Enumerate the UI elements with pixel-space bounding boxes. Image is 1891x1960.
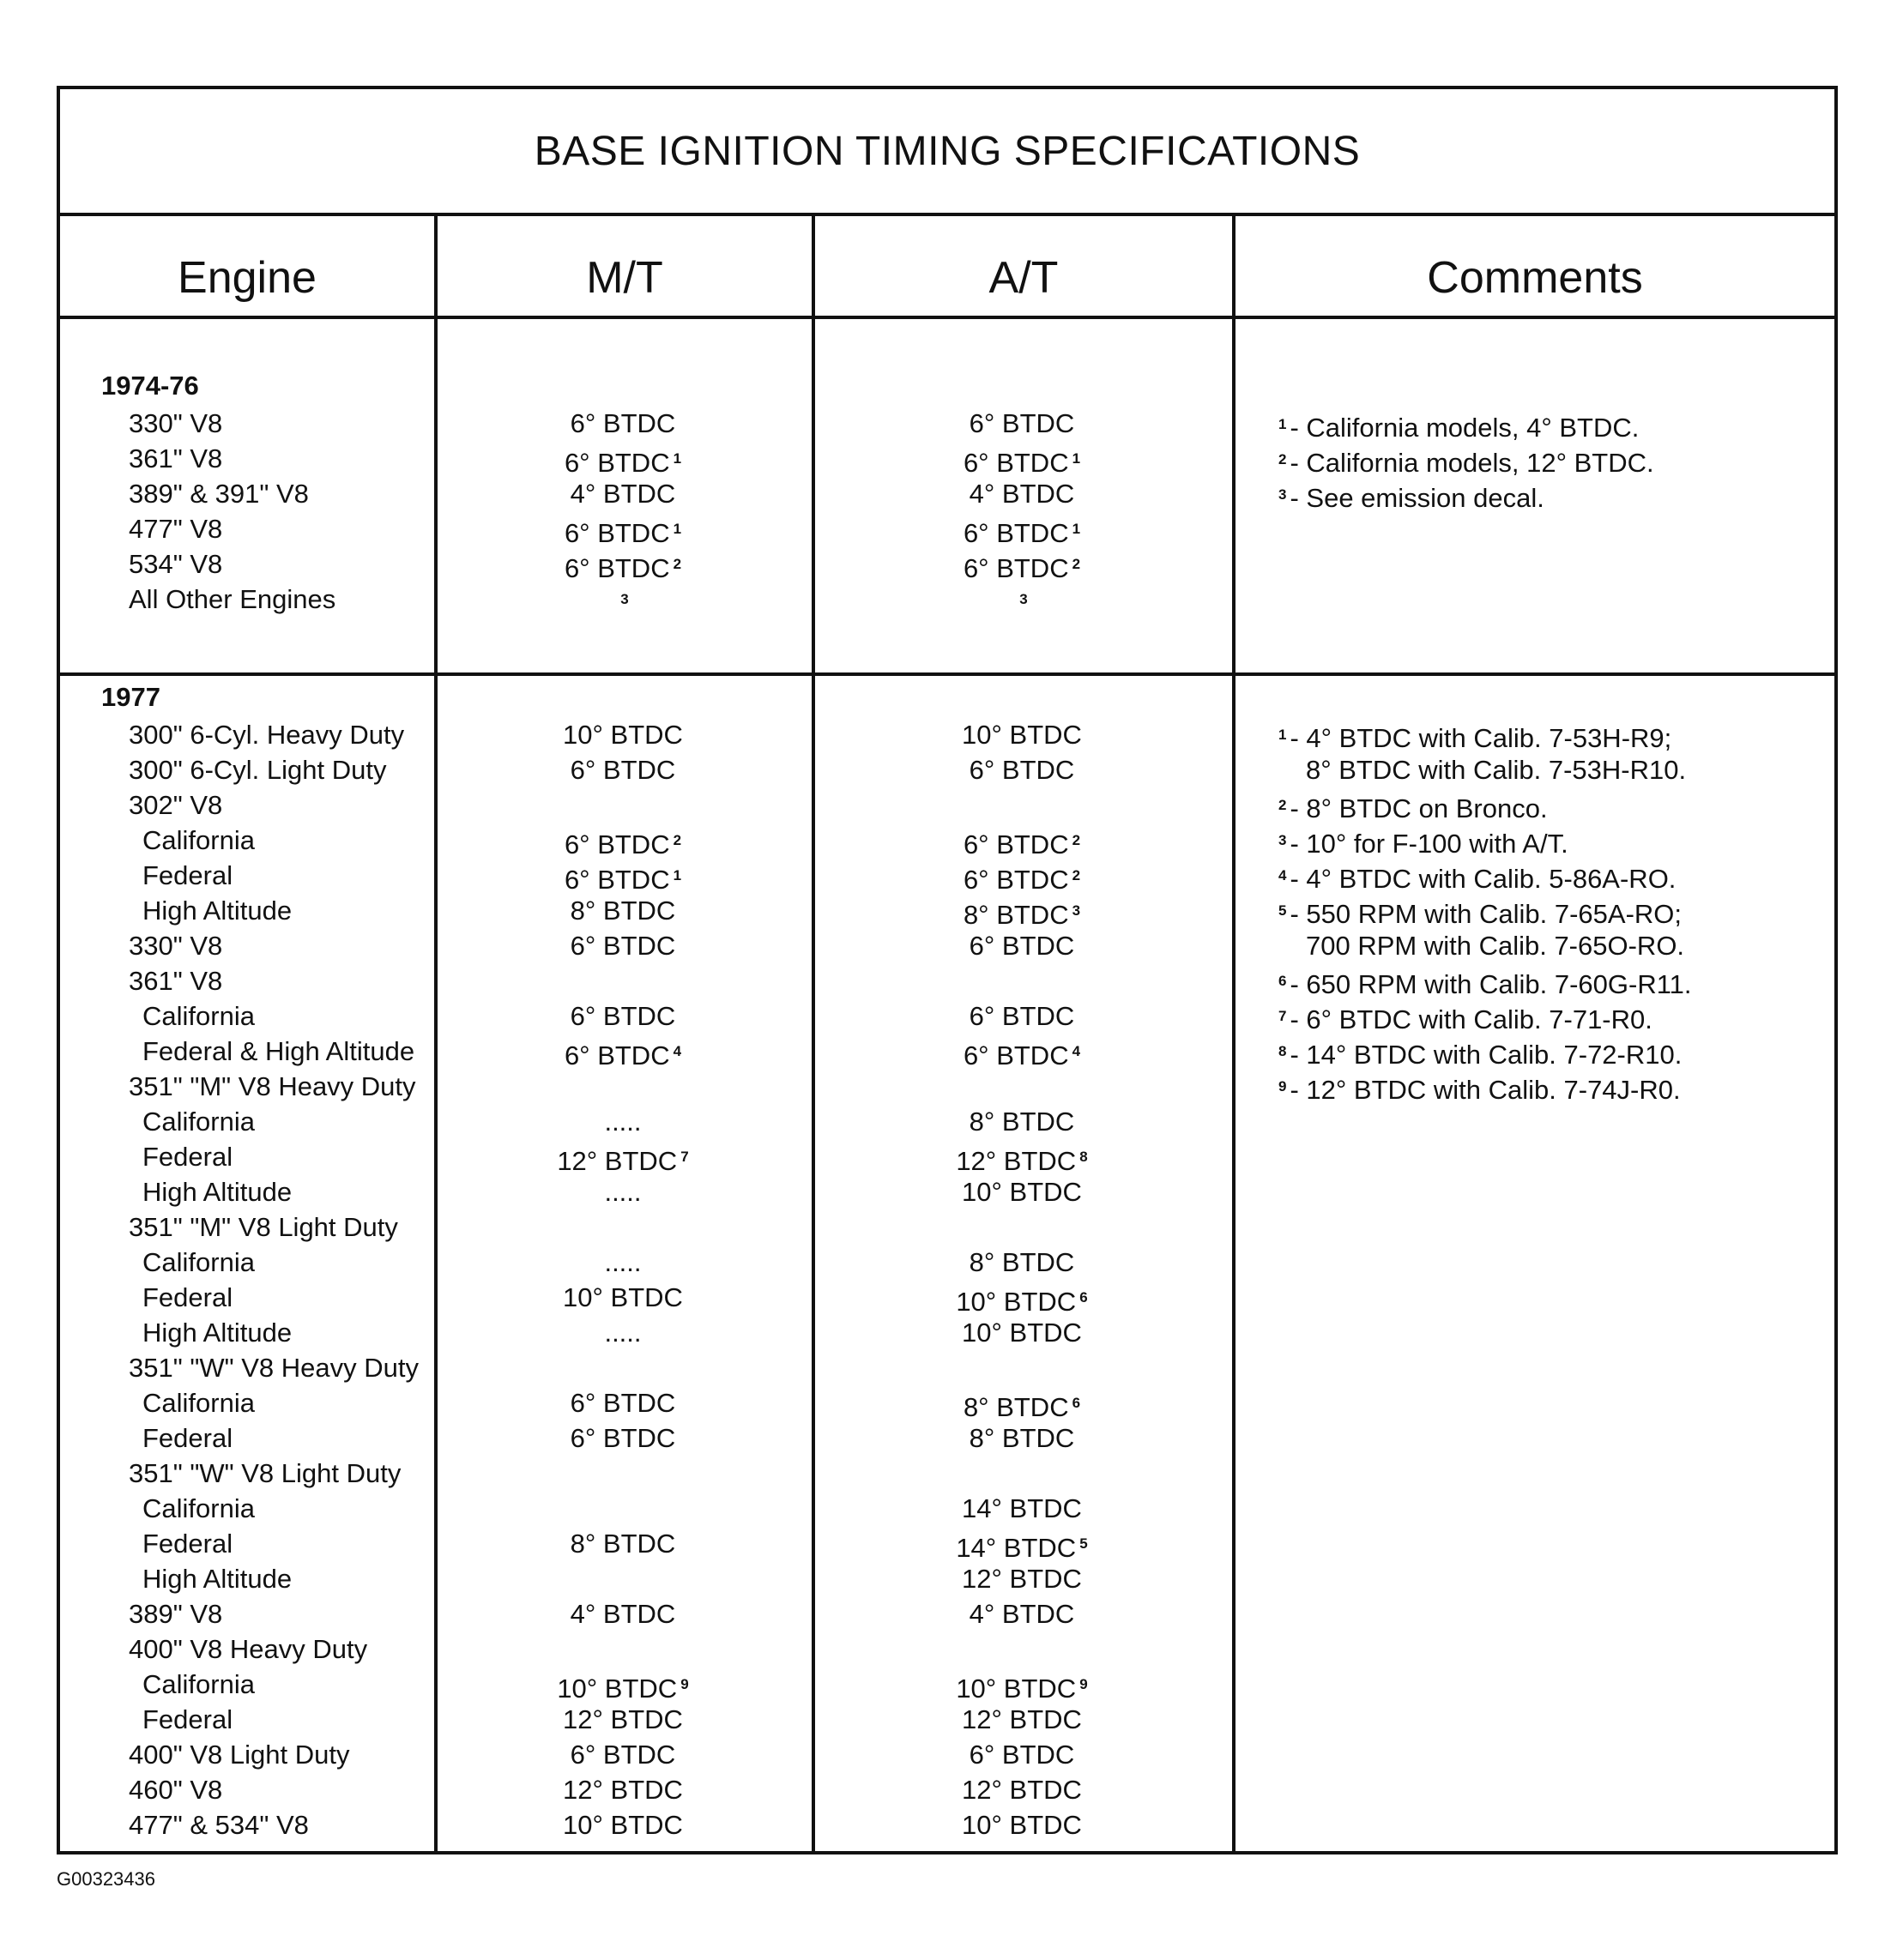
mt-cell <box>434 1034 812 1073</box>
engine-cell: 400" V8 Heavy Duty <box>129 1634 368 1664</box>
mt-cell <box>434 1139 812 1179</box>
mt-value: 4° BTDC <box>570 1599 676 1629</box>
engine-cell: 330" V8 <box>129 408 223 438</box>
at-cell <box>812 1385 1232 1425</box>
engine-cell: 477" & 534" V8 <box>129 1810 309 1840</box>
footnote-marker: 3 <box>1019 591 1028 607</box>
engine-cell: 361" V8 <box>129 443 223 473</box>
footnote-marker: 2 <box>1072 832 1081 848</box>
footnote-marker: 9 <box>680 1676 689 1692</box>
engine-cell: Federal <box>142 1423 233 1453</box>
at-cell <box>812 476 1232 511</box>
engine-cell: California <box>142 1247 255 1277</box>
at-value: 10° BTDC <box>956 1674 1077 1704</box>
footnote-marker: 1 <box>673 450 682 467</box>
table-row <box>60 1420 1834 1456</box>
at-value: 8° BTDC <box>963 1392 1069 1422</box>
footnote-marker: 4 <box>673 1043 682 1059</box>
engine-cell: 330" V8 <box>129 931 223 961</box>
comment-note <box>1278 893 1682 932</box>
mt-value: 6° BTDC <box>564 865 670 895</box>
footnote-marker: 3 <box>1072 902 1081 919</box>
table-row <box>60 476 1834 511</box>
at-cell <box>812 998 1232 1034</box>
at-value: 4° BTDC <box>969 1599 1075 1629</box>
at-value: 10° BTDC <box>956 1287 1077 1317</box>
year-label: 1974-76 <box>101 371 199 401</box>
comment-text: - California models, 4° BTDC. <box>1290 413 1640 443</box>
at-cell <box>812 717 1232 752</box>
footnote-marker: 1 <box>1278 727 1287 743</box>
comment-text: 8° BTDC with Calib. 7-53H-R10. <box>1306 755 1687 785</box>
at-value: 8° BTDC <box>969 1107 1075 1137</box>
table-row <box>60 1350 1834 1385</box>
table-row <box>60 1456 1834 1491</box>
at-cell <box>812 1807 1232 1842</box>
at-cell <box>812 1526 1232 1565</box>
engine-cell: Federal <box>142 1704 233 1734</box>
at-value: 6° BTDC <box>969 1001 1075 1031</box>
comment-note <box>1278 1034 1682 1072</box>
comment-text: - 8° BTDC on Bronco. <box>1290 793 1548 823</box>
at-value: 6° BTDC <box>969 1740 1075 1770</box>
at-value: 8° BTDC <box>969 1423 1075 1453</box>
at-cell <box>812 1104 1232 1139</box>
at-cell <box>812 1702 1232 1737</box>
mt-cell <box>434 928 812 963</box>
at-value: 12° BTDC <box>962 1564 1082 1594</box>
comment-note <box>1278 858 1676 896</box>
mt-value: 6° BTDC <box>564 448 670 478</box>
mt-value: 8° BTDC <box>570 1529 676 1559</box>
header-comments: Comments <box>1235 216 1834 319</box>
at-cell <box>812 1772 1232 1807</box>
at-value: 10° BTDC <box>962 1177 1082 1207</box>
table-row <box>60 511 1834 546</box>
table-row <box>60 1280 1834 1315</box>
mt-cell <box>434 1807 812 1842</box>
mt-cell <box>434 1245 812 1280</box>
mt-cell <box>434 1667 812 1706</box>
footnote-marker: 1 <box>1072 450 1081 467</box>
engine-cell: High Altitude <box>142 1318 293 1348</box>
mt-cell <box>434 1280 812 1315</box>
mt-cell <box>434 1772 812 1807</box>
mt-value: 6° BTDC <box>570 1001 676 1031</box>
engine-cell: California <box>142 1388 255 1418</box>
engine-cell: California <box>142 1107 255 1137</box>
engine-cell: 361" V8 <box>129 966 223 996</box>
at-value: 8° BTDC <box>969 1247 1075 1277</box>
at-value: 12° BTDC <box>956 1146 1077 1176</box>
at-cell <box>812 893 1232 932</box>
at-cell <box>812 823 1232 862</box>
at-value: 12° BTDC <box>962 1775 1082 1805</box>
spec-table <box>57 86 1838 1854</box>
comment-text: - 14° BTDC with Calib. 7-72-R10. <box>1290 1040 1683 1070</box>
at-cell <box>812 1737 1232 1772</box>
engine-cell: 534" V8 <box>129 549 223 579</box>
at-value: 10° BTDC <box>962 1810 1082 1840</box>
mt-cell <box>434 1737 812 1772</box>
figure-id: G00323436 <box>57 1868 155 1890</box>
mt-cell <box>434 406 812 441</box>
mt-cell <box>434 858 812 897</box>
at-cell <box>812 1315 1232 1350</box>
mt-value: 6° BTDC <box>570 1388 676 1418</box>
table-row <box>60 582 1834 617</box>
at-value: 8° BTDC <box>963 900 1069 930</box>
at-value: 4° BTDC <box>969 479 1075 509</box>
footnote-marker: 2 <box>673 832 682 848</box>
at-value: 6° BTDC <box>969 755 1075 785</box>
comment-text: - 650 RPM with Calib. 7-60G-R11. <box>1290 969 1692 999</box>
table-row <box>60 1772 1834 1807</box>
mt-value: 10° BTDC <box>557 1674 678 1704</box>
at-cell <box>812 752 1232 787</box>
at-cell <box>812 441 1232 480</box>
header-mt: M/T <box>438 216 812 319</box>
table-row <box>60 1737 1834 1772</box>
at-cell <box>812 858 1232 897</box>
mt-value: ..... <box>604 1247 642 1277</box>
table-row <box>60 1631 1834 1667</box>
footnote-marker: 2 <box>673 556 682 572</box>
mt-value: 6° BTDC <box>564 1040 670 1070</box>
mt-cell <box>434 752 812 787</box>
table-row <box>60 1526 1834 1561</box>
mt-cell <box>434 441 812 480</box>
engine-cell: California <box>142 1001 255 1031</box>
at-cell <box>812 1245 1232 1280</box>
year-label: 1977 <box>101 682 160 712</box>
engine-cell: High Altitude <box>142 896 293 926</box>
engine-cell: 460" V8 <box>129 1775 223 1805</box>
footnote-marker: 8 <box>1079 1149 1088 1165</box>
at-value: 6° BTDC <box>963 1040 1069 1070</box>
at-cell <box>812 511 1232 551</box>
at-value: 6° BTDC <box>963 448 1069 478</box>
comment-text: - 10° for F-100 with A/T. <box>1290 829 1568 859</box>
header-at: A/T <box>815 216 1232 319</box>
mt-value: 12° BTDC <box>557 1146 678 1176</box>
year-heading <box>60 368 1834 403</box>
mt-value: ..... <box>604 1107 642 1137</box>
at-value: 12° BTDC <box>962 1704 1082 1734</box>
engine-cell: 302" V8 <box>129 790 223 820</box>
at-value: 14° BTDC <box>962 1493 1082 1523</box>
mt-cell <box>434 893 812 928</box>
footnote-marker: 6 <box>1278 973 1287 989</box>
engine-cell: Federal <box>142 1142 233 1172</box>
comment-note <box>1278 752 1686 787</box>
comment-note <box>1278 963 1692 1002</box>
comment-note <box>1278 477 1544 516</box>
mt-cell <box>434 1702 812 1737</box>
engine-cell: Federal <box>142 1529 233 1559</box>
footnote-marker: 7 <box>1278 1008 1287 1024</box>
engine-cell: California <box>142 1669 255 1699</box>
mt-cell <box>434 1420 812 1456</box>
footnote-marker: 5 <box>1079 1535 1088 1552</box>
footnote-marker: 2 <box>1278 451 1287 467</box>
mt-cell <box>434 823 812 862</box>
mt-cell <box>434 1315 812 1350</box>
mt-cell <box>434 1385 812 1420</box>
at-cell <box>812 1491 1232 1526</box>
engine-cell: 389" & 391" V8 <box>129 479 309 509</box>
at-cell <box>812 1596 1232 1631</box>
section-divider <box>60 672 1834 676</box>
footnote-marker: 4 <box>1072 1043 1081 1059</box>
footnote-marker: 8 <box>1278 1043 1287 1059</box>
header-engine: Engine <box>60 216 434 319</box>
at-cell <box>812 1561 1232 1596</box>
comment-text: - 4° BTDC with Calib. 5-86A-RO. <box>1290 864 1677 894</box>
table-row <box>60 823 1834 858</box>
at-value: 10° BTDC <box>962 1318 1082 1348</box>
mt-cell <box>434 998 812 1034</box>
footnote-marker: 1 <box>673 867 682 884</box>
footnote-marker: 6 <box>1072 1395 1081 1411</box>
footnote-marker: 9 <box>1278 1078 1287 1095</box>
at-cell <box>812 1139 1232 1179</box>
engine-cell: Federal <box>142 860 233 890</box>
mt-value: 10° BTDC <box>563 720 683 750</box>
footnote-marker: 3 <box>1278 832 1287 848</box>
footnote-marker: 1 <box>1072 521 1081 537</box>
at-value: 6° BTDC <box>969 408 1075 438</box>
engine-cell: High Altitude <box>142 1177 293 1207</box>
engine-cell: California <box>142 1493 255 1523</box>
mt-cell <box>434 1104 812 1139</box>
comment-text: - California models, 12° BTDC. <box>1290 448 1654 478</box>
mt-cell <box>434 717 812 752</box>
mt-value: 12° BTDC <box>563 1704 683 1734</box>
table-row <box>60 1561 1834 1596</box>
comment-text: - See emission decal. <box>1290 483 1544 513</box>
comment-note <box>1278 1069 1681 1107</box>
at-cell <box>812 1034 1232 1073</box>
table-row <box>60 1491 1834 1526</box>
mt-value: 6° BTDC <box>570 755 676 785</box>
comment-note <box>1278 998 1652 1037</box>
table-row <box>60 1245 1834 1280</box>
at-value: 6° BTDC <box>963 829 1069 859</box>
table-row <box>60 1104 1834 1139</box>
comment-text: - 12° BTDC with Calib. 7-74J-R0. <box>1290 1075 1681 1105</box>
at-cell <box>812 546 1232 586</box>
mt-cell <box>434 476 812 511</box>
table-row <box>60 1596 1834 1631</box>
table-row <box>60 1807 1834 1842</box>
engine-cell: California <box>142 825 255 855</box>
table-row <box>60 1702 1834 1737</box>
mt-value: 10° BTDC <box>563 1282 683 1312</box>
table-row <box>60 787 1834 823</box>
mt-value: 10° BTDC <box>563 1810 683 1840</box>
at-value: 14° BTDC <box>956 1533 1077 1563</box>
mt-value: 6° BTDC <box>564 518 670 548</box>
at-cell <box>812 1667 1232 1706</box>
engine-cell: Federal & High Altitude <box>142 1036 415 1066</box>
footnote-marker: 3 <box>1278 486 1287 503</box>
engine-cell: 400" V8 Light Duty <box>129 1740 350 1770</box>
comment-text: - 550 RPM with Calib. 7-65A-RO; <box>1290 899 1683 929</box>
at-cell <box>812 406 1232 441</box>
table-title: BASE IGNITION TIMING SPECIFICATIONS <box>60 89 1834 216</box>
comment-note <box>1278 407 1639 445</box>
at-cell <box>812 1174 1232 1209</box>
mt-value: 6° BTDC <box>570 1423 676 1453</box>
mt-cell <box>434 1596 812 1631</box>
at-value: 10° BTDC <box>962 720 1082 750</box>
footnote-marker: 1 <box>673 521 682 537</box>
engine-cell: All Other Engines <box>129 584 336 614</box>
table-row <box>60 1667 1834 1702</box>
table-row <box>60 1174 1834 1209</box>
footnote-marker: 5 <box>1278 902 1287 919</box>
mt-value: ..... <box>604 1318 642 1348</box>
mt-cell <box>434 1174 812 1209</box>
comment-note <box>1278 442 1654 480</box>
mt-value: 6° BTDC <box>570 408 676 438</box>
comment-note <box>1278 717 1671 756</box>
engine-cell: 351" "W" V8 Heavy Duty <box>129 1353 419 1383</box>
engine-cell: Federal <box>142 1282 233 1312</box>
footnote-marker: 7 <box>680 1149 689 1165</box>
comment-text: - 4° BTDC with Calib. 7-53H-R9; <box>1290 723 1672 753</box>
footnote-marker: 4 <box>1278 867 1287 884</box>
comment-note <box>1278 928 1684 963</box>
mt-value: 6° BTDC <box>564 829 670 859</box>
at-cell <box>812 928 1232 963</box>
at-cell <box>812 1420 1232 1456</box>
at-value: 6° BTDC <box>963 553 1069 583</box>
at-value: 6° BTDC <box>969 931 1075 961</box>
table-row <box>60 1209 1834 1245</box>
engine-cell: 351" "W" V8 Light Duty <box>129 1458 402 1488</box>
comment-text: 700 RPM with Calib. 7-65O-RO. <box>1306 931 1685 961</box>
mt-value: 8° BTDC <box>570 896 676 926</box>
mt-value: 12° BTDC <box>563 1775 683 1805</box>
at-value: 6° BTDC <box>963 518 1069 548</box>
comment-text: - 6° BTDC with Calib. 7-71-R0. <box>1290 1004 1652 1034</box>
engine-cell: High Altitude <box>142 1564 293 1594</box>
mt-value: ..... <box>604 1177 642 1207</box>
footnote-marker: 9 <box>1079 1676 1088 1692</box>
footnote-marker: 1 <box>1278 416 1287 432</box>
table-row <box>60 546 1834 582</box>
mt-value: 4° BTDC <box>570 479 676 509</box>
comment-note <box>1278 787 1548 826</box>
table-row <box>60 1315 1834 1350</box>
engine-cell: 300" 6-Cyl. Heavy Duty <box>129 720 405 750</box>
engine-cell: 300" 6-Cyl. Light Duty <box>129 755 387 785</box>
mt-cell <box>434 1526 812 1561</box>
footnote-marker: 2 <box>1072 867 1081 884</box>
at-cell <box>812 582 1232 621</box>
comment-note <box>1278 823 1568 861</box>
mt-cell <box>434 511 812 551</box>
engine-cell: 477" V8 <box>129 514 223 544</box>
mt-cell <box>434 546 812 586</box>
table-row <box>60 1139 1834 1174</box>
year-heading <box>60 679 1834 715</box>
mt-value: 6° BTDC <box>564 553 670 583</box>
engine-cell: 389" V8 <box>129 1599 223 1629</box>
engine-cell: 351" "M" V8 Light Duty <box>129 1212 398 1242</box>
table-row <box>60 1385 1834 1420</box>
mt-cell <box>434 582 812 621</box>
footnote-marker: 6 <box>1079 1289 1088 1306</box>
mt-value: 6° BTDC <box>570 931 676 961</box>
at-cell <box>812 1280 1232 1319</box>
footnote-marker: 2 <box>1278 797 1287 813</box>
at-value: 6° BTDC <box>963 865 1069 895</box>
engine-cell: 351" "M" V8 Heavy Duty <box>129 1071 416 1101</box>
mt-value: 6° BTDC <box>570 1740 676 1770</box>
footnote-marker: 2 <box>1072 556 1081 572</box>
footnote-marker: 3 <box>620 591 629 607</box>
